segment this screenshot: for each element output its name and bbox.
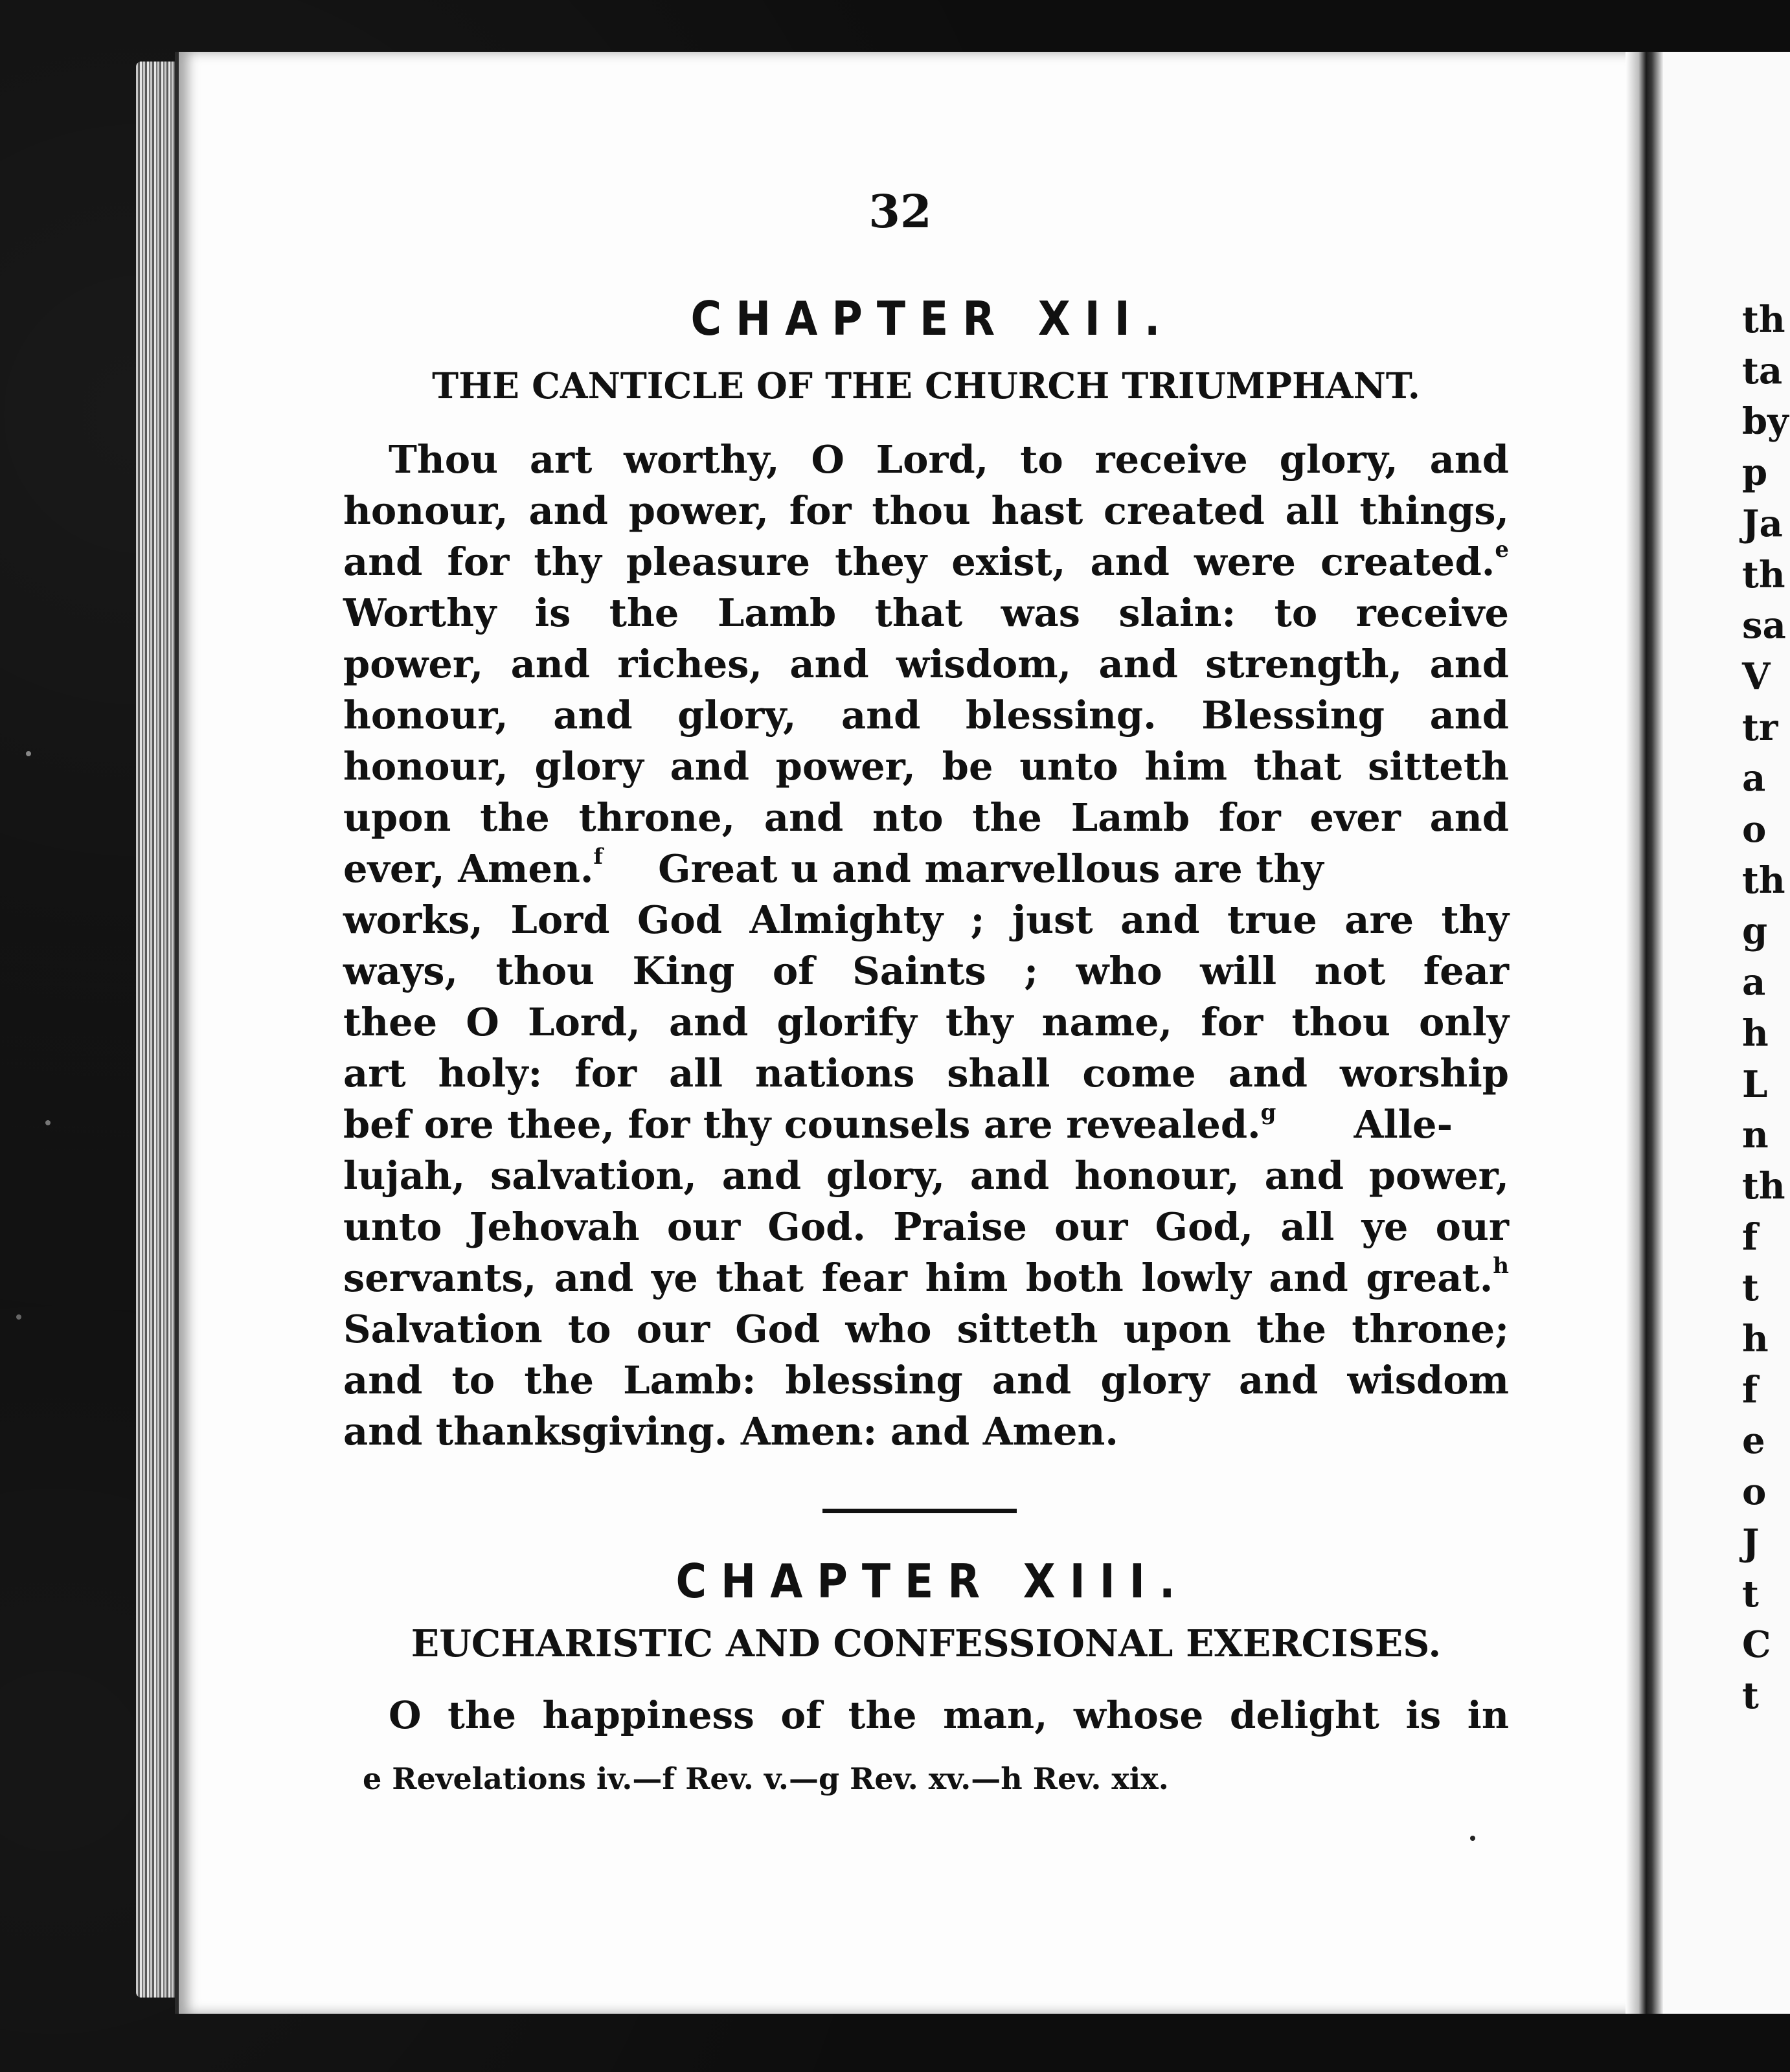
page-number: 32 — [868, 185, 932, 238]
body-line: works, Lord God Almighty ; just and true are thy — [343, 897, 1509, 942]
body-line: honour, and glory, and blessing. Blessing and — [343, 693, 1509, 738]
body-line: upon the throne, and nto the Lamb for ever and — [343, 795, 1509, 840]
body-line-text: bef ore thee, for thy counsels are revealed. — [343, 1102, 1261, 1147]
chapter-12-title: THE CANTICLE OF THE CHURCH TRIUMPHANT. — [432, 365, 1420, 407]
body-line-text: and for thy pleasure they exist, and were created. — [343, 539, 1495, 584]
facing-page-text: th ta by p Ja th sa V tr a o th g a h L n th f t h f e o J t C t — [1742, 298, 1789, 1717]
body-line: Worthy is the Lamb that was slain: to receive — [343, 591, 1509, 635]
chapter-12-heading: CHAPTER XII. — [690, 291, 1175, 346]
body-line-text: ever, Amen. — [343, 846, 594, 891]
body-line: power, and riches, and wisdom, and strength, and — [343, 642, 1509, 686]
body-line-text: Alle- — [1354, 1102, 1453, 1147]
dust-speck — [26, 751, 31, 756]
body-line: honour, glory and power, be unto him that sitteth — [343, 744, 1509, 789]
body-line — [343, 1099, 1509, 1147]
dust-speck — [16, 1314, 21, 1320]
chapter-13-heading: CHAPTER XIII. — [675, 1554, 1190, 1608]
footnote-mark-e: e — [1495, 537, 1509, 563]
body-line: ways, thou King of Saints ; who will not fear — [343, 949, 1509, 993]
body-line — [343, 539, 1509, 584]
body-line: lujah, salvation, and glory, and honour, and power, — [343, 1153, 1509, 1198]
body-line — [343, 846, 1509, 891]
book-gutter — [1626, 52, 1663, 2014]
body-line: thee O Lord, and glorify thy name, for thou only — [343, 1000, 1509, 1044]
chapter-13-first-line: O the happiness of the man, whose delight is in — [389, 1693, 1509, 1737]
body-line: art holy: for all nations shall come and worship — [343, 1051, 1509, 1096]
body-line-text: Great u and marvellous are thy — [658, 846, 1324, 891]
footnote-references: e Revelations iv.—f Rev. v.—g Rev. xv.—h Rev. xix. — [363, 1761, 1169, 1796]
body-line: Salvation to our God who sitteth upon the throne; — [343, 1307, 1509, 1351]
body-line: and thanksgiving. Amen: and Amen. — [343, 1409, 1118, 1454]
footnote-mark-f: f — [593, 844, 604, 870]
footnote-mark-g: g — [1260, 1099, 1276, 1125]
body-line-text: servants, and ye that fear him both lowly and great. — [343, 1256, 1493, 1300]
body-line — [343, 1253, 1509, 1300]
footnote-mark-h: h — [1493, 1253, 1509, 1279]
body-line: and to the Lamb: blessing and glory and wisdom — [343, 1358, 1509, 1402]
body-line: Thou art worthy, O Lord, to receive glory, and — [389, 437, 1509, 482]
body-line: unto Jehovah our God. Praise our God, all ye our — [343, 1204, 1509, 1249]
body-line: honour, and power, for thou hast created all things, — [343, 488, 1509, 533]
section-divider — [822, 1509, 1017, 1513]
ink-speck — [1470, 1836, 1475, 1841]
chapter-13-title: EUCHARISTIC AND CONFESSIONAL EXERCISES. — [411, 1622, 1442, 1665]
dust-speck — [45, 1120, 51, 1125]
